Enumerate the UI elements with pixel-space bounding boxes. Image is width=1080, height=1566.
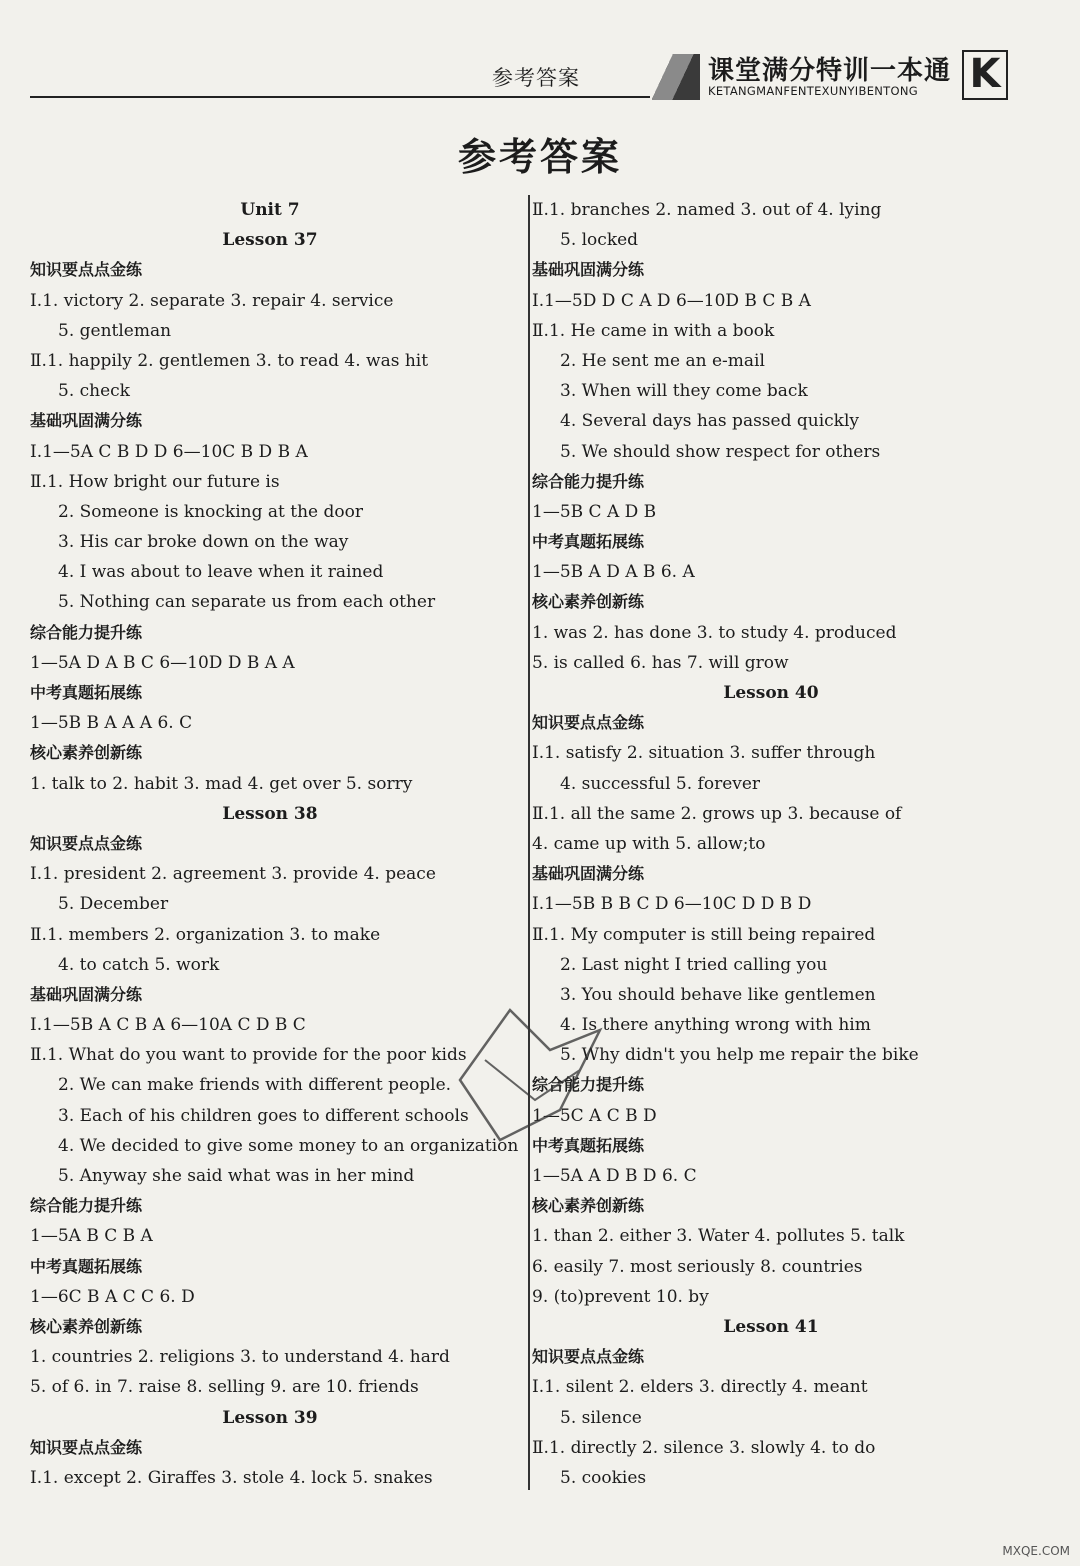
answer-line: 5. locked	[560, 230, 639, 251]
stamp-watermark-icon	[440, 990, 640, 1160]
header-answer-label: 参考答案	[492, 66, 580, 90]
header-rule	[30, 96, 650, 98]
answer-line: 2. We can make friends with different people.	[58, 1075, 452, 1096]
answer-line: Ⅱ.1. He came in with a book	[532, 320, 775, 341]
answer-line: 5. silence	[560, 1407, 642, 1428]
section-heading: 知识要点点金练	[30, 833, 143, 853]
brand-logo: K	[962, 50, 1008, 100]
answer-line: Ⅰ.1. president 2. agreement 3. provide 4. peace	[30, 864, 436, 885]
answer-line: 2. Last night I tried calling you	[560, 954, 828, 975]
answer-line: 1. countries 2. religions 3. to understand 4. hard	[30, 1347, 450, 1368]
answer-line: Ⅰ.1. except 2. Giraffes 3. stole 4. lock 5. snakes	[30, 1467, 433, 1488]
answer-line: 5. is called 6. has 7. will grow	[532, 652, 789, 673]
answer-line: 1—5B C A D B	[532, 501, 657, 522]
answer-line: 1—5A B C B A	[30, 1226, 153, 1247]
lesson-heading: Lesson 41	[723, 1316, 819, 1337]
section-heading: 知识要点点金练	[30, 1437, 143, 1457]
answer-line: 5. Anyway she said what was in her mind	[58, 1166, 415, 1186]
answer-line: Ⅱ.1. directly 2. silence 3. slowly 4. to do	[532, 1437, 876, 1458]
answer-line: Ⅰ.1—5D D C A D 6—10D B C B A	[532, 290, 811, 311]
answer-line: 5. Why didn't you help me repair the bike	[560, 1045, 919, 1066]
section-heading: 核心素养创新练	[30, 1316, 143, 1336]
lesson-heading: Lesson 37	[222, 230, 318, 251]
section-heading: 中考真题拓展练	[30, 683, 143, 702]
answer-line: 5. cookies	[560, 1467, 647, 1488]
answer-line: Ⅱ.1. branches 2. named 3. out of 4. lying	[532, 200, 882, 220]
answer-line: 4. We decided to give some money to an organization	[58, 1135, 519, 1156]
section-heading: 中考真题拓展练	[532, 532, 645, 552]
page-header	[0, 0, 1080, 110]
footer-logo: MXQE.COM	[1002, 1544, 1070, 1558]
answer-line: Ⅱ.1. all the same 2. grows up 3. because of	[532, 803, 902, 824]
answer-line: 4. to catch 5. work	[58, 954, 220, 975]
answer-line: 1. than 2. either 3. Water 4. pollutes 5. talk	[532, 1226, 905, 1247]
answer-line: Ⅰ.1—5B A C B A 6—10A C D B C	[30, 1015, 306, 1036]
answer-line: Ⅱ.1. How bright our future is	[30, 471, 280, 492]
section-heading: 核心素养创新练	[30, 743, 143, 763]
answer-line: 5. gentleman	[58, 320, 172, 341]
answer-line: 1—5B B A A A 6. C	[30, 713, 193, 734]
answer-line: 3. When will they come back	[560, 381, 808, 402]
answer-line: 1—5A A D B D 6. C	[532, 1166, 697, 1186]
answer-line: 4. came up with 5. allow;to	[532, 833, 766, 854]
lesson-heading: Unit 7	[240, 200, 300, 220]
section-heading: 综合能力提升练	[30, 1196, 143, 1216]
brand-subtitle: KETANGMANFENTEXUNYIBENTONG	[708, 84, 918, 98]
section-heading: 综合能力提升练	[30, 622, 143, 642]
answer-line: Ⅱ.1. members 2. organization 3. to make	[30, 924, 381, 945]
answer-line: Ⅰ.1. silent 2. elders 3. directly 4. meant	[532, 1377, 868, 1398]
page-title: 参考答案	[457, 135, 622, 179]
section-heading: 综合能力提升练	[532, 471, 645, 491]
section-heading: 知识要点点金练	[532, 713, 645, 733]
answer-line: 4. I was about to leave when it rained	[58, 562, 384, 583]
section-heading: 核心素养创新练	[532, 1196, 645, 1216]
answer-line: 5. Nothing can separate us from each other	[58, 592, 436, 613]
lesson-heading: Lesson 40	[723, 683, 819, 703]
answer-line: 5. of 6. in 7. raise 8. selling 9. are 10. friends	[30, 1377, 419, 1398]
answer-line: Ⅰ.1. victory 2. separate 3. repair 4. service	[30, 290, 394, 311]
answer-line: 4. successful 5. forever	[560, 773, 761, 794]
answer-line: 3. You should behave like gentlemen	[560, 984, 876, 1005]
answer-line: Ⅱ.1. My computer is still being repaired	[532, 924, 876, 945]
answer-line: 4. Is there anything wrong with him	[560, 1015, 871, 1036]
answer-line: 5. December	[58, 894, 169, 915]
answer-line: 1—5A D A B C 6—10D D B A A	[30, 652, 295, 673]
brand-stripe-graphic	[652, 54, 700, 100]
section-heading: 核心素养创新练	[532, 592, 645, 612]
section-heading: 知识要点点金练	[532, 1347, 645, 1367]
answer-line: Ⅱ.1. happily 2. gentlemen 3. to read 4. was hit	[30, 350, 429, 371]
right-column	[528, 195, 1010, 1490]
section-heading: 知识要点点金练	[30, 260, 143, 280]
answer-line: 1—6C B A C C 6. D	[30, 1286, 195, 1307]
answer-line: 1—5B A D A B 6. A	[532, 562, 695, 583]
answer-line: 2. He sent me an e-mail	[560, 350, 765, 371]
section-heading: 中考真题拓展练	[532, 1135, 645, 1155]
brand-title: 课堂满分特训一本通	[708, 56, 952, 86]
section-heading: 基础巩固满分练	[532, 260, 645, 280]
answer-line: 6. easily 7. most seriously 8. countries	[532, 1256, 863, 1277]
section-heading: 中考真题拓展练	[30, 1256, 143, 1276]
answer-line: 1—5C A C B D	[532, 1105, 657, 1126]
answer-line: 1. was 2. has done 3. to study 4. produced	[532, 622, 897, 643]
section-heading: 基础巩固满分练	[30, 411, 143, 431]
answer-line: Ⅰ.1—5B B B C D 6—10C D D B D	[532, 894, 812, 915]
section-heading: 综合能力提升练	[532, 1075, 645, 1095]
lesson-heading: Lesson 38	[222, 803, 318, 824]
answer-line: 5. We should show respect for others	[560, 441, 881, 462]
answer-line: Ⅰ.1. satisfy 2. situation 3. suffer through	[532, 743, 876, 764]
answer-line: Ⅰ.1—5A C B D D 6—10C B D B A	[30, 441, 308, 462]
left-column	[30, 195, 519, 1493]
answer-line: 1. talk to 2. habit 3. mad 4. get over 5. sorry	[30, 773, 413, 794]
answer-line: 2. Someone is knocking at the door	[58, 501, 363, 522]
answer-line: 4. Several days has passed quickly	[560, 411, 860, 432]
answer-line: 3. Each of his children goes to different schools	[58, 1105, 469, 1126]
answer-line: Ⅱ.1. What do you want to provide for the poor kids	[30, 1045, 467, 1066]
answer-line: 5. check	[58, 381, 130, 402]
section-heading: 基础巩固满分练	[532, 864, 645, 884]
section-heading: 基础巩固满分练	[30, 984, 143, 1004]
lesson-heading: Lesson 39	[222, 1407, 318, 1428]
answer-line: 9. (to)prevent 10. by	[532, 1286, 709, 1307]
answer-line: 3. His car broke down on the way	[58, 532, 349, 553]
